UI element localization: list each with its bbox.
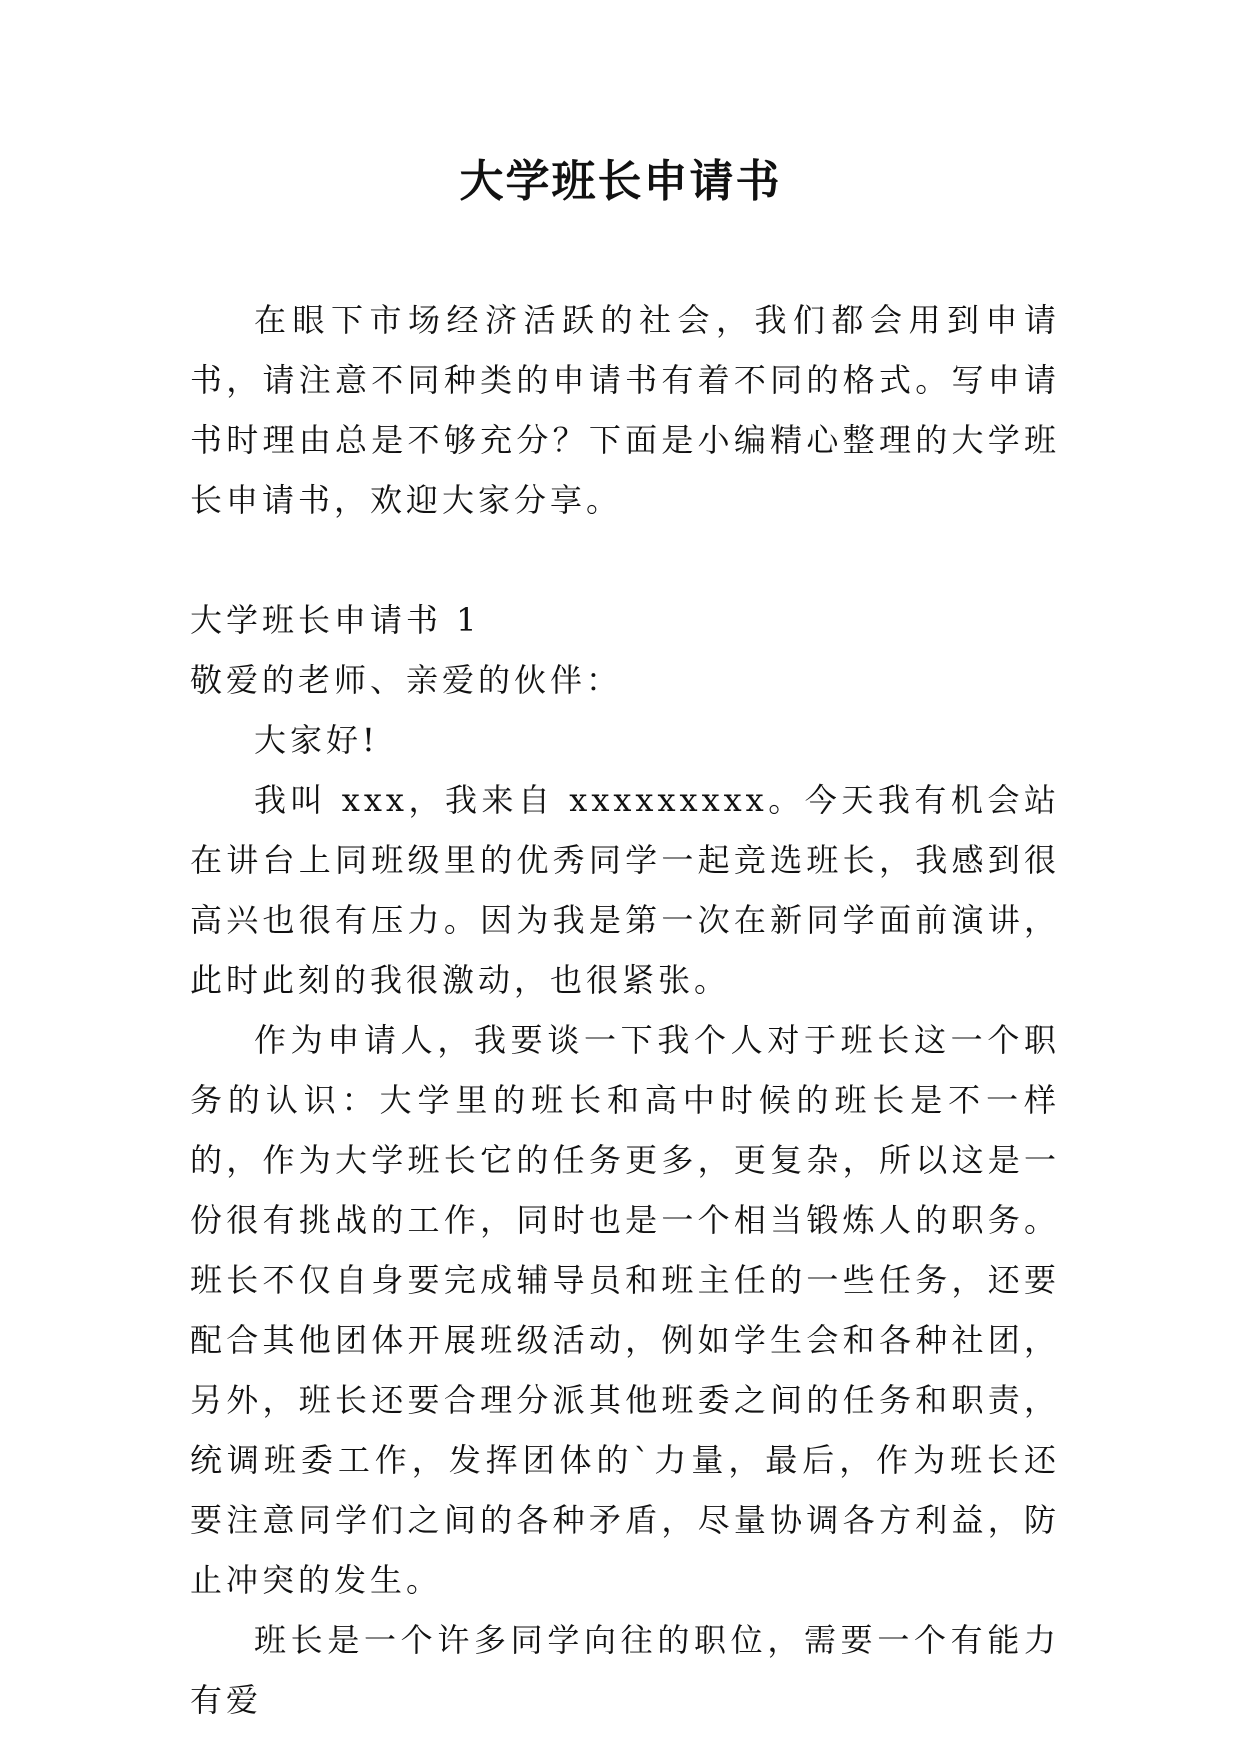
salutation: 敬爱的老师、亲爱的伙伴： (190, 661, 623, 699)
body-paragraph: 我叫 xxx，我来自 xxxxxxxxx。今天我有机会站在讲台上同班级里的优秀同学一起竞选班长，我感到很高兴也很有压力。因为我是第一次在新同学面前演讲，此时此刻的我很激动，也很紧张。 (190, 781, 1060, 999)
body-paragraph: 作为申请人，我要谈一下我个人对于班长这一个职务的认识：大学里的班长和高中时候的班长是不一样的，作为大学班长它的任务更多，更复杂，所以这是一份很有挑战的工作，同时也是一个相当锻炼人的职务。班长不仅自身要完成辅导员和班主任的一些任务，还要配合其他团体开展班级活动，例如学生会和各种社团，另外，班长还要合理分派其他班委之间的任务和职责，统调班委工作，发挥团体的`力量，最后，作为班长还要注意同学们之间的各种矛盾，尽量协调各方利益，防止冲突的发生。 (190, 1021, 1060, 1599)
section-heading: 大学班长申请书 1 (190, 601, 481, 639)
body-paragraph: 班长是一个许多同学向往的职位，需要一个有能力有爱 (190, 1621, 1060, 1719)
document-body (190, 290, 1060, 1730)
intro-paragraph: 在眼下市场经济活跃的社会，我们都会用到申请书，请注意不同种类的申请书有着不同的格式。写申请书时理由总是不够充分？下面是小编精心整理的大学班长申请书，欢迎大家分享。 (190, 301, 1060, 519)
paragraph-spacer (190, 530, 1060, 590)
document-title: 大学班长申请书 (459, 156, 782, 207)
greeting: 大家好! (254, 721, 379, 759)
